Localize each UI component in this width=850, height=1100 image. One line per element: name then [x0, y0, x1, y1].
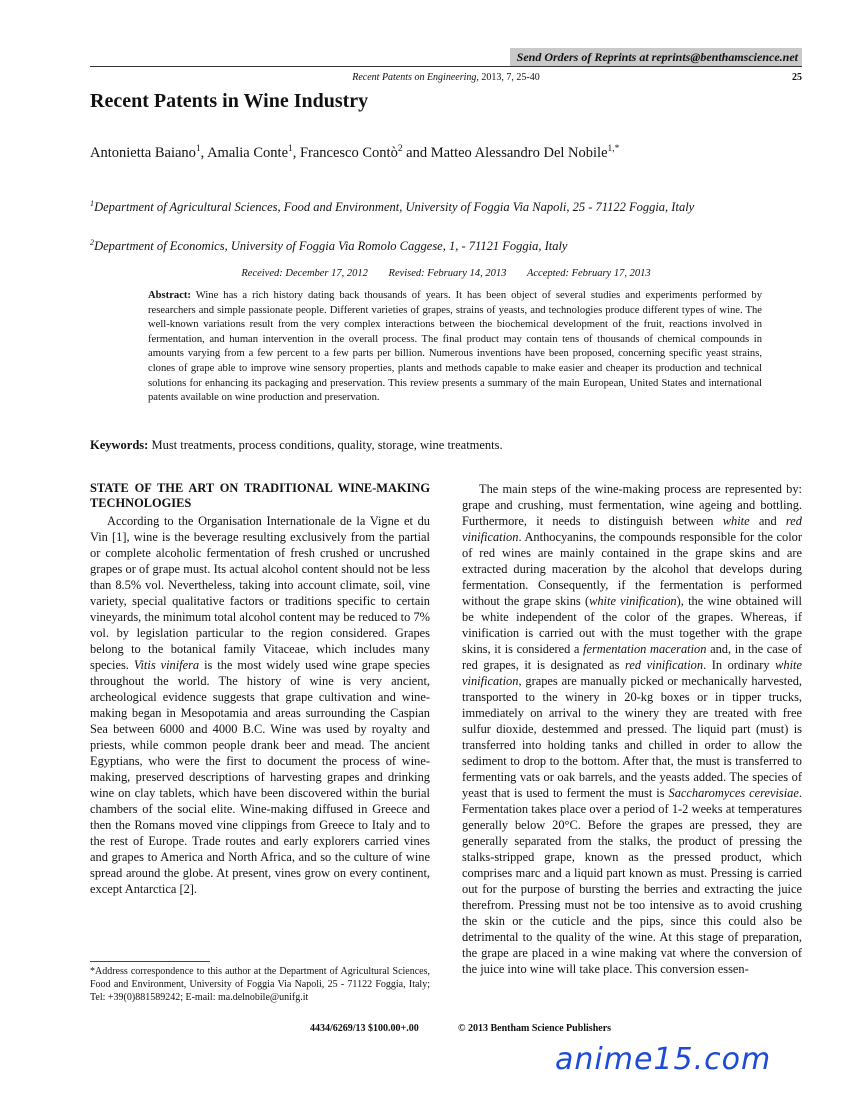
received-date: Received: December 17, 2012: [241, 268, 368, 279]
left-column: [90, 481, 430, 897]
abstract: [148, 289, 762, 406]
author-separator: and: [402, 145, 431, 161]
text-run: . Anthocyanins, the compounds responsible for the color of red wines are mainly contained in the grape skins and are extracted during maceration by the alcohol that develops during fermentation. Consequently, if the fermentation is performed without the grape skins (: [462, 530, 802, 608]
author-separator: ,: [292, 145, 300, 161]
affiliation-text: Department of Economics, University of Foggia Via Romolo Caggese, 1, - 71121 Foggia, Italy: [94, 239, 568, 253]
text-run: , grapes are manually picked or mechanically harvested, transported to the winery in 20-kg boxes or in tipper trucks, immediately on arrival to the winery they are treated with free sulfur dioxide, destemmed and pressed. The liquid part (must) is transferred into holding tanks and chilled in order to allow the sediment to drop to the bottom. After that, the must is transferred to fermenting vats or oak barrels, and the yeasts added. The species of yeast that is used to ferment the must is: [462, 674, 802, 800]
text-run: According to the Organisation Internationale de la Vigne et du Vin [1], wine is the beverage resulting exclusively from the partial or complete alcoholic fermentation of fresh crushed or uncrushed grapes or of grape must. Its actual alcohol content should not be less than 8.5% vol. Nevertheless, taking into account climate, soil, vine variety, special qualitative factors or traditions specific to certain vineyards, the minimum total alcohol content may be reduced to 7% vol. by legislation particular to the region considered. Grapes belong to the botanical family Vitaceae, which includes many species.: [90, 514, 430, 672]
watermark: anime15.com: [555, 1042, 772, 1077]
keywords: [90, 438, 802, 453]
text-run: The main steps of the wine-making process are represented by: grape and crushing, must fermentation, wine ageing and bottling. Furthermore, it needs to distinguish between: [462, 482, 802, 528]
affiliation-2: [90, 238, 802, 254]
author-name: Matteo Alessandro Del Nobile: [430, 145, 608, 161]
reprints-banner: [510, 48, 802, 66]
affiliation-sup: 2: [90, 237, 95, 247]
text-run: . Fermentation takes place over a period of 1-2 weeks at temperatures generally below 20°C. Before the grapes are pressed, they are generally separated from the stalks, the product of pressing the stalks-stripped grape, known as the pressed product, which comprises marc and a liquid part known as must. Pressing is carried out for the purpose of bursting the berries and extracting the juice therefrom. Pressing must not be too intensive as to avoid crushing the skin or the cuticle and the pips, since this could also be detrimental to the quality of the wine. At this stage of preparation, the grape are placed in a wine making vat where the conversion of the juice into wine will take place. This conversion essen-: [462, 786, 802, 976]
keywords-text: Must treatments, process conditions, quality, storage, wine treatments.: [151, 438, 503, 452]
author-list: [90, 145, 802, 162]
affiliation-sup: 1: [90, 198, 95, 208]
italic-run: Saccharomyces cerevisiae: [668, 786, 799, 800]
text-run: ), the wine obtained will be white independent of the color of the grapes. Whereas, if vinification is carried out with the must together with the grape skins, it is considered a: [462, 594, 802, 656]
author-sup: 1: [195, 144, 201, 155]
body-paragraph: [462, 481, 802, 977]
keywords-label: Keywords:: [90, 438, 149, 452]
journal-issue: 2013, 7, 25-40: [481, 72, 540, 83]
journal-name: Recent Patents on Engineering,: [352, 72, 479, 83]
author-name: Francesco Contò: [299, 145, 398, 161]
right-column: [462, 481, 802, 977]
abstract-text: Wine has a rich history dating back thousands of years. It has been object of several studies and experiments performed by researchers and simple passionate people. Different varieties of grapes, strains of yeasts, and technologies produce different types of wine. The well-known variations result from the very complex interactions between the biochemical development of the fruit, reactions involved in fermentation, and human intervention in the overall process. The final product may contain tens of thousands of chemical compounds in amounts varying from a few percent to a few parts per billion. Numerous inventions have been proposed, concerning specific yeast strains, clones of grape able to improve wine sensory properties, plants and methods capable to make easier and cheaper its production and technical solutions for enhancing its packaging and preservation. This review presents a summary of the main European, United States and international patents available on wine production and preservation.: [148, 290, 762, 404]
italic-run: white: [722, 514, 750, 528]
italic-run: Vitis vinifera: [133, 658, 200, 672]
text-run: . In ordinary: [703, 658, 770, 672]
author-name: Amalia Conte: [207, 145, 289, 161]
abstract-label: Abstract:: [148, 290, 191, 301]
accepted-date: Accepted: February 17, 2013: [526, 268, 651, 279]
author-sup: 2: [397, 144, 403, 155]
author-name: Antonietta Baiano: [90, 145, 196, 161]
body-paragraph: [90, 513, 430, 897]
section-heading: STATE OF THE ART ON TRADITIONAL WINE-MAKING TECHNOLOGIES: [90, 481, 430, 510]
italic-run: red vinification: [462, 514, 802, 544]
affiliation-1: [90, 199, 802, 215]
text-run: and: [758, 514, 777, 528]
italic-run: red vinification: [625, 658, 704, 672]
footnote-rule: [90, 961, 210, 962]
revised-date: Revised: February 14, 2013: [388, 268, 507, 279]
article-title: Recent Patents in Wine Industry: [90, 90, 369, 112]
page-number: 25: [792, 72, 802, 83]
italic-run: fermentation maceration: [583, 642, 707, 656]
author-separator: ,: [200, 145, 208, 161]
article-dates: [90, 268, 802, 279]
italic-run: white vinification: [589, 594, 677, 608]
price-code: 4434/6269/13 $100.00+.00: [310, 1023, 419, 1034]
copyright: © 2013 Bentham Science Publishers: [458, 1023, 612, 1034]
author-sup: 1,*: [607, 144, 620, 155]
header-rule: [90, 66, 802, 67]
text-run: and, in the case of red grapes, it is designated as: [462, 642, 802, 672]
author-sup: 1: [288, 144, 293, 155]
journal-line: [90, 72, 802, 83]
affiliation-text: Department of Agricultural Sciences, Food and Environment, University of Foggia Via Napoli, 25 - 71122 Foggia, Italy: [94, 200, 695, 214]
reprints-text: Send Orders of Reprints at reprints@benthamscience.net: [516, 50, 798, 64]
correspondence-footnote: *Address correspondence to this author at the Department of Agricultural Sciences, Food and Environment, University of Foggia Via Napoli, 25 - 71122 Foggia, Italy; Tel: +39(0)881589242; E-mail: ma.delnobile@unifg.it: [90, 966, 430, 1003]
italic-run: white vinification: [462, 658, 802, 688]
text-run: is the most widely used wine grape species throughout the world. The history of wine is very ancient, archeological evidence suggests that grape cultivation and wine-making began in Mesopotamia and areas surrounding the Caspian Sea between 6000 and 4000 B.C. Wine was used by royalty and priests, while common people drank beer and mead. The ancient Egyptians, who were the first to document the process of wine-making, preserved descriptions of harvesting grapes and drinking wine on clay tablets, which have been discovered within the burial chambers of the social elite. Wine-making diffused in Greece and then the Romans moved vine clippings from Greece to Italy and to the rest of Europe. Trade routes and early explorers carried vines and grapes to America and North Africa, and so the culture of wine spread around the globe. At present, vines grow on every continent, except Antarctica [2].: [90, 658, 430, 896]
